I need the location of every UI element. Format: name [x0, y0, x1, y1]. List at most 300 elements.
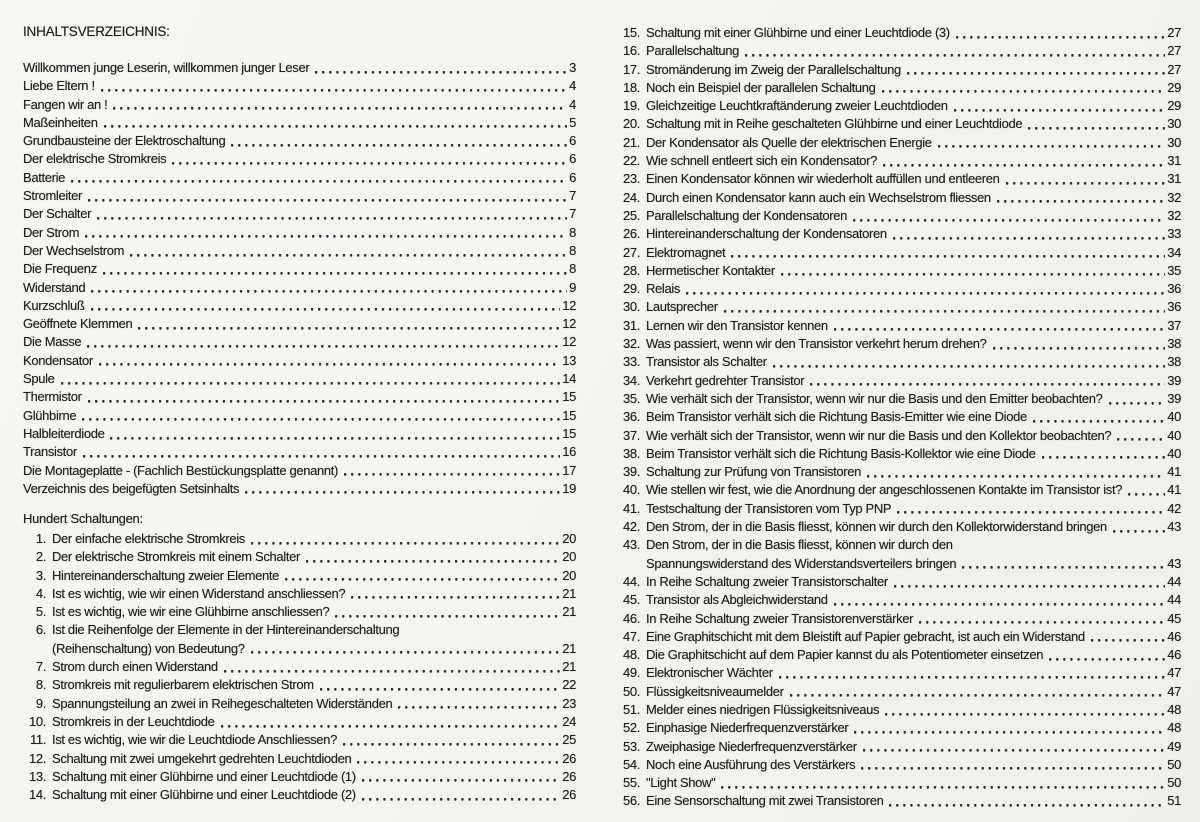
dot-leader [956, 24, 1165, 42]
entry-page: 50 [1167, 756, 1181, 772]
entry-number: 39. [622, 464, 640, 480]
dot-leader [251, 530, 560, 548]
toc-entry-line [23, 640, 576, 658]
entry-page: 31 [1167, 153, 1181, 169]
toc-entry-line [617, 97, 1181, 115]
toc-entry-line [23, 713, 576, 731]
toc-entry-line [617, 719, 1181, 737]
entry-label: Was passiert, wenn wir den Transistor verkehrt herum drehen? [646, 336, 987, 352]
dot-leader [889, 792, 1165, 810]
toc-entry-line [617, 792, 1181, 810]
toc-entry-line [617, 79, 1181, 97]
dot-leader [344, 462, 560, 480]
entry-page: 30 [1167, 134, 1181, 150]
dot-leader [335, 603, 560, 621]
toc-entry-line [617, 189, 1181, 207]
entry-page: 47 [1167, 683, 1181, 699]
dot-leader [88, 187, 567, 205]
toc-entry-line [23, 658, 576, 676]
entry-label: Lernen wir den Transistor kennen [646, 317, 828, 333]
toc-entry-line [617, 573, 1181, 591]
entry-page: 8 [569, 242, 576, 258]
entry-number: 19. [622, 98, 640, 114]
dot-leader [343, 731, 560, 749]
entry-label: Die Montageplatte - (Fachlich Bestückungsplatte genannt) [23, 462, 338, 478]
dot-leader [91, 279, 567, 297]
toc-entry-line [617, 628, 1181, 646]
toc-entry-line [617, 207, 1181, 225]
entry-page: 36 [1167, 281, 1181, 297]
toc-entry-line [23, 786, 576, 804]
toc-entry-line [617, 225, 1181, 243]
dot-leader [221, 713, 561, 731]
toc-entry-line [23, 150, 576, 168]
entry-label: Beim Transistor verhält sich die Richtung Basis-Emitter wie eine Diode [646, 409, 1027, 425]
toc-entry-line [23, 260, 576, 278]
dot-leader [907, 61, 1165, 79]
entry-page: 51 [1167, 793, 1181, 809]
entry-label: Testschaltung der Transistoren vom Typ PNP [646, 500, 892, 516]
entry-label: Melder eines niedrigen Flüssigkeitsniveaus [646, 701, 880, 717]
entry-label: Wie stellen wir fest, wie die Anordnung der angeschlossenen Kontakte im Transistor ist? [646, 482, 1123, 498]
toc-entry-line [23, 407, 576, 425]
entry-label: Schaltung mit in Reihe geschalteten Glühbirne und einer Leuchtdiode [646, 116, 1023, 132]
toc-entry-line [617, 42, 1181, 60]
entry-label: Noch ein Beispiel der parallelen Schaltung [646, 79, 876, 95]
dot-leader [87, 333, 560, 351]
toc-entry-line [23, 169, 576, 187]
dot-leader [810, 372, 1165, 390]
dot-leader [997, 189, 1165, 207]
entry-page: 6 [569, 151, 576, 167]
entry-page: 9 [569, 279, 576, 295]
toc-entry-line [617, 390, 1181, 408]
dot-leader [138, 315, 560, 333]
toc-entry-line [617, 280, 1181, 298]
toc-entry-line [23, 567, 576, 585]
toc-entry-line [617, 61, 1181, 79]
page-title: INHALTSVERZEICHNIS: [23, 24, 170, 39]
dot-leader [320, 676, 561, 694]
entry-number: 45. [622, 592, 640, 608]
entry-page: 32 [1167, 189, 1181, 205]
entry-number: 48. [622, 647, 640, 663]
dot-leader [251, 640, 561, 658]
entry-label: Schaltung mit einer Glühbirne und einer Leuchtdiode (1) [52, 768, 356, 784]
entry-page: 25 [562, 732, 576, 748]
entry-number: 42. [622, 519, 640, 535]
entry-page: 15 [562, 389, 576, 405]
entry-page: 16 [562, 444, 576, 460]
entry-label: Eine Graphitschicht mit dem Bleistift auf Papier gebracht, ist auch ein Widerstand [646, 628, 1085, 644]
dot-leader [781, 262, 1165, 280]
entry-page: 48 [1167, 720, 1181, 736]
entry-label: Stromänderung im Zweig der Parallelschaltung [646, 61, 901, 77]
entry-label: "Light Show" [646, 775, 716, 791]
entry-label: Hintereinanderschaltung zweier Elemente [52, 567, 279, 583]
entry-number: 40. [622, 482, 640, 498]
entry-page: 8 [569, 224, 576, 240]
entry-page: 20 [562, 567, 576, 583]
entry-number: 17. [622, 61, 640, 77]
entry-page: 12 [562, 316, 576, 332]
entry-page: 27 [1167, 25, 1181, 40]
entry-label: Hintereinanderschaltung der Kondensatoren [646, 226, 887, 242]
dot-leader [285, 567, 560, 585]
toc-entry-line [23, 205, 576, 223]
toc-entry-line [23, 333, 576, 351]
entry-number: 37. [622, 427, 640, 443]
entry-page: 27 [1167, 43, 1181, 59]
entry-label: Elektronischer Wächter [646, 665, 773, 681]
toc-entry-line [23, 132, 576, 150]
entry-page: 20 [562, 531, 576, 546]
toc-entry-line [617, 152, 1181, 170]
dot-leader [224, 658, 560, 676]
entry-label: Zweiphasige Niederfrequenzverstärker [646, 738, 857, 754]
entry-label: Spule [23, 371, 55, 387]
circuits-list-left [23, 530, 576, 804]
entry-number: 26. [622, 226, 640, 242]
entry-label: Transistor als Schalter [646, 354, 767, 370]
toc-entry-line [617, 244, 1181, 262]
entry-page: 48 [1167, 701, 1181, 717]
entry-page: 22 [562, 677, 576, 693]
entry-number: 49. [622, 665, 640, 681]
toc-entry-line [23, 443, 576, 461]
entry-label: Der einfache elektrische Stromkreis [52, 531, 245, 546]
toc-entry-line [617, 298, 1181, 316]
entry-number: 14. [28, 787, 46, 803]
entry-page: 7 [569, 206, 576, 222]
dot-leader [834, 591, 1166, 609]
entry-label: Der Wechselstrom [23, 242, 125, 258]
entry-number: 7. [35, 659, 46, 675]
dot-leader [773, 353, 1165, 371]
entry-page: 26 [562, 768, 576, 784]
dot-leader [362, 786, 560, 804]
dot-leader [993, 335, 1166, 353]
toc-entry-line [617, 170, 1181, 188]
entry-page: 6 [569, 133, 576, 149]
entry-label: Gleichzeitige Leuchtkraftänderung zweier Leuchtdioden [646, 98, 948, 114]
entry-page: 41 [1167, 482, 1181, 498]
entry-page: 24 [562, 713, 576, 729]
toc-entry-line [617, 335, 1181, 353]
entry-page: 39 [1167, 372, 1181, 388]
toc-entry-line [617, 262, 1181, 280]
toc-entry-line [23, 425, 576, 443]
entry-number: 15. [622, 25, 640, 40]
entry-page: 21 [562, 659, 576, 675]
entry-page: 44 [1167, 573, 1181, 589]
dot-leader [245, 480, 560, 498]
entry-number: 8. [35, 677, 46, 693]
dot-leader [172, 150, 567, 168]
entry-page: 13 [562, 352, 576, 368]
entry-label: Ist es wichtig, wie wir eine Glühbirne anschliessen? [52, 604, 330, 620]
entry-label: Wie verhält sich der Transistor, wenn wir nur die Basis und den Emitter beobachten? [646, 390, 1103, 406]
dot-leader [91, 297, 561, 315]
toc-entry-line [617, 518, 1181, 536]
entry-label: Hermetischer Kontakter [646, 262, 775, 278]
dot-leader [61, 370, 561, 388]
dot-leader [894, 573, 1165, 591]
toc-entry-line [23, 315, 576, 333]
entry-number: 31. [622, 317, 640, 333]
entry-page: 41 [1167, 464, 1181, 480]
entry-label: (Reihenschaltung) von Bedeutung? [52, 640, 245, 656]
entry-label: Widerstand [23, 279, 86, 295]
toc-entry-line [617, 317, 1181, 335]
entry-number: 38. [622, 445, 640, 461]
entry-page: 29 [1167, 79, 1181, 95]
entry-label: Verzeichnis des beigefügten Setsinhalts [23, 480, 240, 496]
entry-page: 26 [562, 750, 576, 766]
entry-number: 55. [622, 775, 640, 791]
entry-page: 40 [1167, 409, 1181, 425]
entry-label: Batterie [23, 169, 66, 185]
entry-label: Elektromagnet [646, 244, 726, 260]
toc-entry-line [23, 187, 576, 205]
entry-page: 29 [1167, 98, 1181, 114]
entry-number: 23. [622, 171, 640, 187]
entry-number: 41. [622, 500, 640, 516]
toc-entry-line [617, 500, 1181, 518]
entry-label: Stromleiter [23, 188, 82, 204]
dot-leader [1033, 408, 1165, 426]
entry-number: 3. [35, 567, 46, 583]
entry-page: 8 [569, 261, 576, 277]
dot-leader [82, 407, 560, 425]
toc-entry-line [23, 731, 576, 749]
toc-entry-line [617, 536, 1181, 554]
entry-label: Beim Transistor verhält sich die Richtung Basis-Kollektor wie eine Diode [646, 445, 1036, 461]
entry-page: 35 [1167, 262, 1181, 278]
toc-entry-line [23, 621, 576, 639]
entry-label: Stromkreis in der Leuchtdiode [52, 713, 215, 729]
entry-label: Den Strom, der in die Basis fliesst, können wir durch den [646, 537, 953, 553]
toc-entry-line [617, 463, 1181, 481]
toc-entry-line [617, 555, 1181, 573]
dot-leader [88, 388, 561, 406]
entry-page: 15 [562, 407, 576, 423]
entry-number: 16. [622, 43, 640, 59]
entry-page: 46 [1167, 647, 1181, 663]
toc-entry-line [23, 224, 576, 242]
entry-label: Maßeinheiten [23, 114, 98, 130]
toc-entry-line [617, 427, 1181, 445]
dot-leader [854, 719, 1165, 737]
entry-page: 26 [562, 787, 576, 803]
toc-entry-line [23, 114, 576, 132]
dot-leader [306, 548, 560, 566]
dot-leader [853, 207, 1165, 225]
toc-entry-line [617, 646, 1181, 664]
toc-entry-line [617, 701, 1181, 719]
dot-leader [834, 317, 1165, 335]
entry-page: 36 [1167, 299, 1181, 315]
entry-page: 44 [1167, 592, 1181, 608]
dot-leader [721, 774, 1165, 792]
entry-label: Den Strom, der in die Basis fliesst, können wir durch den Kollektorwiderstand bringen [646, 519, 1107, 535]
entry-number: 47. [622, 628, 640, 644]
entry-number: 20. [622, 116, 640, 132]
dot-leader [883, 152, 1165, 170]
entry-page: 15 [562, 425, 576, 441]
entry-page: 42 [1167, 500, 1181, 516]
dot-leader [1049, 646, 1165, 664]
toc-entry-line [617, 664, 1181, 682]
dot-leader [101, 77, 567, 95]
toc-entry-line [23, 279, 576, 297]
entry-page: 47 [1167, 665, 1181, 681]
entry-label: Strom durch einen Widerstand [52, 659, 218, 675]
entry-number: 5. [35, 604, 46, 620]
toc-entry-line [617, 445, 1181, 463]
entry-label: Schaltung mit einer Glühbirne und einer Leuchtdiode (2) [52, 787, 356, 803]
entry-page: 40 [1167, 445, 1181, 461]
entry-label: Parallelschaltung der Kondensatoren [646, 207, 847, 223]
toc-entry-line [23, 530, 576, 548]
entry-label: Verkehrt gedrehter Transistor [646, 372, 805, 388]
dot-leader [71, 169, 567, 187]
toc-entry-line [23, 603, 576, 621]
toc-entry-line [23, 242, 576, 260]
dot-leader [315, 59, 567, 77]
entry-label: Noch eine Ausführung des Verstärkers [646, 756, 856, 772]
entry-label: Flüssigkeitsniveaumelder [646, 683, 784, 699]
dot-leader [731, 244, 1165, 262]
entry-number: 13. [28, 768, 46, 784]
toc-entry-line [23, 59, 576, 77]
entry-page: 21 [562, 640, 576, 656]
dot-leader [1113, 518, 1165, 536]
entry-number: 25. [622, 207, 640, 223]
entry-label: In Reihe Schaltung zweier Transistorschalter [646, 573, 888, 589]
entry-label: Der elektrische Stromkreis [23, 151, 167, 167]
dot-leader [938, 134, 1166, 152]
dot-leader [1028, 115, 1165, 133]
circuits-heading: Hundert Schaltungen: [23, 511, 143, 526]
dot-leader [1109, 390, 1166, 408]
circuits-list-right [617, 24, 1181, 811]
entry-label: Willkommen junge Leserin, willkommen junger Leser [23, 60, 310, 75]
dot-leader [99, 352, 560, 370]
toc-entry-line [617, 591, 1181, 609]
entry-number: 21. [622, 134, 640, 150]
entry-number: 29. [622, 281, 640, 297]
entry-page: 14 [562, 371, 576, 387]
entry-number: 10. [28, 713, 46, 729]
entry-number: 50. [622, 683, 640, 699]
dot-leader [351, 585, 560, 603]
entry-page: 50 [1167, 775, 1181, 791]
entry-number: 51. [622, 701, 640, 717]
entry-number: 12. [28, 750, 46, 766]
toc-entry-line [23, 548, 576, 566]
entry-number: 32. [622, 336, 640, 352]
entry-page: 43 [1167, 519, 1181, 535]
dot-leader [110, 425, 560, 443]
toc-entry-line [617, 24, 1181, 42]
entry-number: 24. [622, 189, 640, 205]
dot-leader [130, 242, 567, 260]
entry-page: 20 [562, 549, 576, 565]
entry-page: 31 [1167, 171, 1181, 187]
entry-page: 6 [569, 169, 576, 185]
entry-label: Ist es wichtig, wie wir die Leuchtdiode Anschliessen? [52, 732, 337, 748]
toc-entry-line [23, 585, 576, 603]
entry-number: 46. [622, 610, 640, 626]
dot-leader [863, 738, 1166, 756]
entry-label: Wie verhält sich der Transistor, wenn wir nur die Basis und den Kollektor beobachten? [646, 427, 1112, 443]
entry-page: 39 [1167, 390, 1181, 406]
dot-leader [1128, 481, 1165, 499]
entry-label: Transistor [23, 444, 77, 460]
front-matter-list [23, 59, 576, 498]
entry-label: Einen Kondensator können wir wiederholt auffüllen und entleeren [646, 171, 1000, 187]
entry-page: 43 [1167, 555, 1181, 571]
dot-leader [362, 768, 560, 786]
entry-page: 21 [562, 604, 576, 620]
entry-page: 12 [562, 297, 576, 313]
dot-leader [231, 132, 567, 150]
toc-entry-line [617, 115, 1181, 133]
entry-number: 54. [622, 756, 640, 772]
entry-label: Kondensator [23, 352, 93, 368]
entry-page: 23 [562, 695, 576, 711]
entry-page: 7 [569, 188, 576, 204]
dot-leader [686, 280, 1165, 298]
entry-page: 5 [569, 114, 576, 130]
toc-entry-line [617, 756, 1181, 774]
entry-label: Schaltung mit zwei umgekehrt gedrehten Leuchtdioden [52, 750, 352, 766]
entry-label: Wie schnell entleert sich ein Kondensator? [646, 153, 877, 169]
entry-number: 33. [622, 354, 640, 370]
toc-entry-line [23, 462, 576, 480]
entry-number: 30. [622, 299, 640, 315]
entry-page: 30 [1167, 116, 1181, 132]
toc-entry-line [617, 610, 1181, 628]
toc-entry-line [23, 676, 576, 694]
dot-leader [867, 463, 1165, 481]
dot-leader [357, 750, 560, 768]
toc-entry-line [617, 774, 1181, 792]
dot-leader [83, 443, 560, 461]
entry-number: 4. [35, 585, 46, 601]
entry-number: 56. [622, 793, 640, 809]
toc-entry-line [23, 77, 576, 95]
entry-label: Ist die Reihenfolge der Elemente in der Hintereinanderschaltung [52, 622, 400, 638]
toc-entry-line [617, 683, 1181, 701]
entry-number: 35. [622, 390, 640, 406]
dot-leader [85, 224, 567, 242]
dot-leader [897, 500, 1165, 518]
entry-label: Grundbausteine der Elektroschaltung [23, 133, 226, 149]
dot-leader [724, 298, 1166, 316]
entry-label: Eine Sensorschaltung mit zwei Transistoren [646, 793, 884, 809]
dot-leader [97, 205, 567, 223]
entry-label: Parallelschaltung [646, 43, 740, 59]
entry-page: 37 [1167, 317, 1181, 333]
entry-label: Spannungswiderstand des Widerstandsverteilers bringen [646, 555, 957, 571]
dot-leader [882, 79, 1166, 97]
entry-page: 46 [1167, 628, 1181, 644]
entry-label: Der Kondensator als Quelle der elektrischen Energie [646, 134, 932, 150]
entry-number: 43. [622, 537, 640, 553]
entry-number: 18. [622, 79, 640, 95]
